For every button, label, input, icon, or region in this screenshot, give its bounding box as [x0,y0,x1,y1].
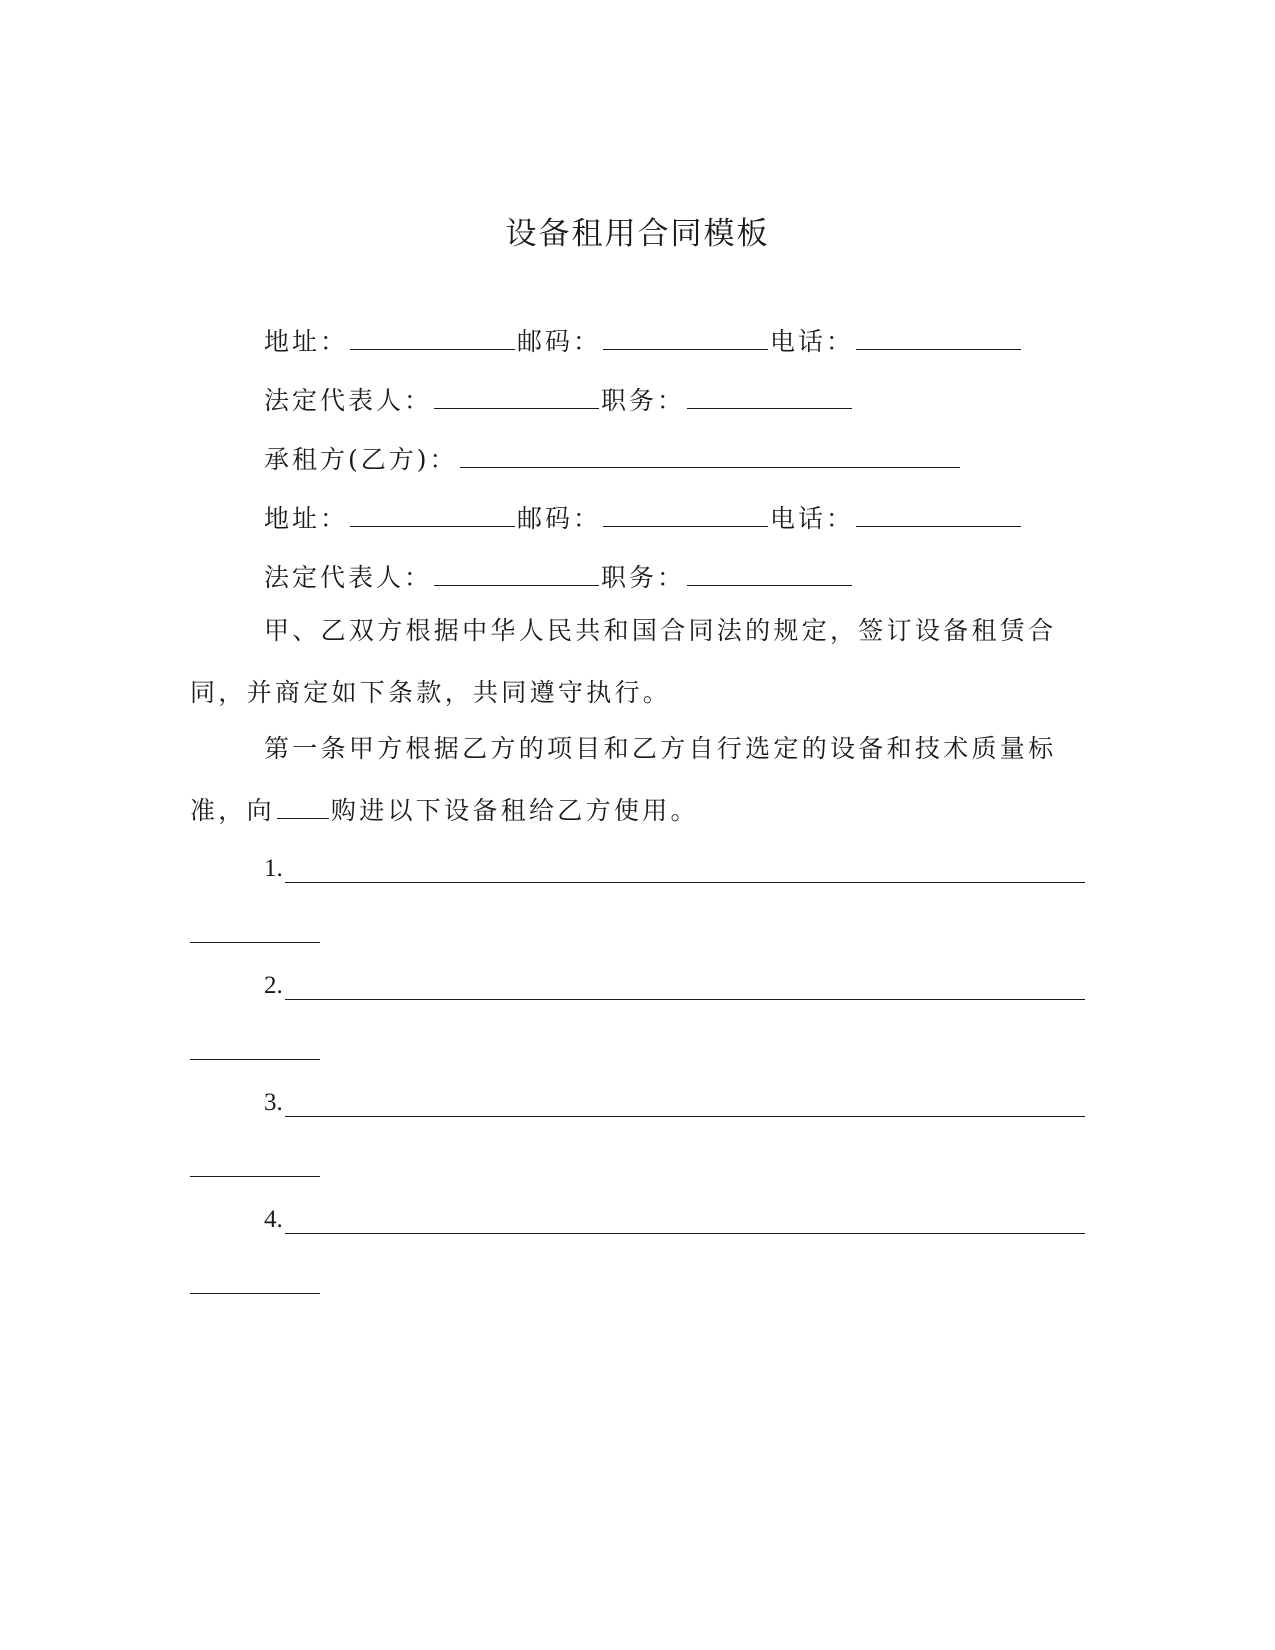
postcode-label: 邮码： [517,327,602,356]
item-number: 1. [264,855,283,882]
item-2-continuation-blank[interactable] [190,1059,320,1060]
rep-blank[interactable] [434,386,599,409]
rep-label: 法定代表人： [264,563,433,592]
position-label: 职务： [601,563,686,592]
lessee-label: 承租方(乙方)： [264,445,458,474]
postcode-label: 邮码： [517,504,602,533]
document-title: 设备租用合同模板 [505,216,770,252]
postcode-blank[interactable] [603,327,768,350]
address-label: 地址： [264,327,349,356]
article-1-text-part1: 第一条甲方根据乙方的项目和乙方自行选定的设备和技术质量标准，向 [190,734,1057,825]
address-blank[interactable] [350,504,515,527]
phone-label: 电话： [770,327,855,356]
article-1-text-part2: 购进以下设备租给乙方使用。 [330,796,699,825]
item-number: 2. [264,972,283,999]
equipment-item-3 [264,1089,1085,1117]
lessee-rep-row [264,558,854,594]
item-blank[interactable] [285,977,1085,1000]
lessor-rep-row [264,381,854,417]
lessee-blank[interactable] [460,445,960,468]
supplier-blank[interactable] [277,796,329,819]
item-blank[interactable] [285,1094,1085,1117]
item-3-continuation-blank[interactable] [190,1176,320,1177]
postcode-blank[interactable] [603,504,768,527]
item-number: 3. [264,1089,283,1116]
equipment-item-2 [264,972,1085,1000]
item-1-continuation-blank[interactable] [190,942,320,943]
rep-blank[interactable] [434,563,599,586]
rep-label: 法定代表人： [264,386,433,415]
item-blank[interactable] [285,860,1085,883]
phone-label: 电话： [770,504,855,533]
preamble-paragraph [190,600,1095,724]
lessee-address-row [264,499,1023,535]
position-blank[interactable] [687,386,852,409]
address-label: 地址： [264,504,349,533]
lessor-address-row [264,322,1023,358]
position-label: 职务： [601,386,686,415]
item-number: 4. [264,1206,283,1233]
phone-blank[interactable] [856,327,1021,350]
lessee-row [264,440,962,476]
preamble-text: 甲、乙双方根据中华人民共和国合同法的规定，签订设备租赁合同，并商定如下条款，共同遵守执行。 [190,616,1057,707]
equipment-item-4 [264,1206,1085,1234]
equipment-item-1 [264,855,1085,883]
address-blank[interactable] [350,327,515,350]
item-4-continuation-blank[interactable] [190,1293,320,1294]
position-blank[interactable] [687,563,852,586]
phone-blank[interactable] [856,504,1021,527]
item-blank[interactable] [285,1211,1085,1234]
article-1-paragraph [190,718,1095,842]
